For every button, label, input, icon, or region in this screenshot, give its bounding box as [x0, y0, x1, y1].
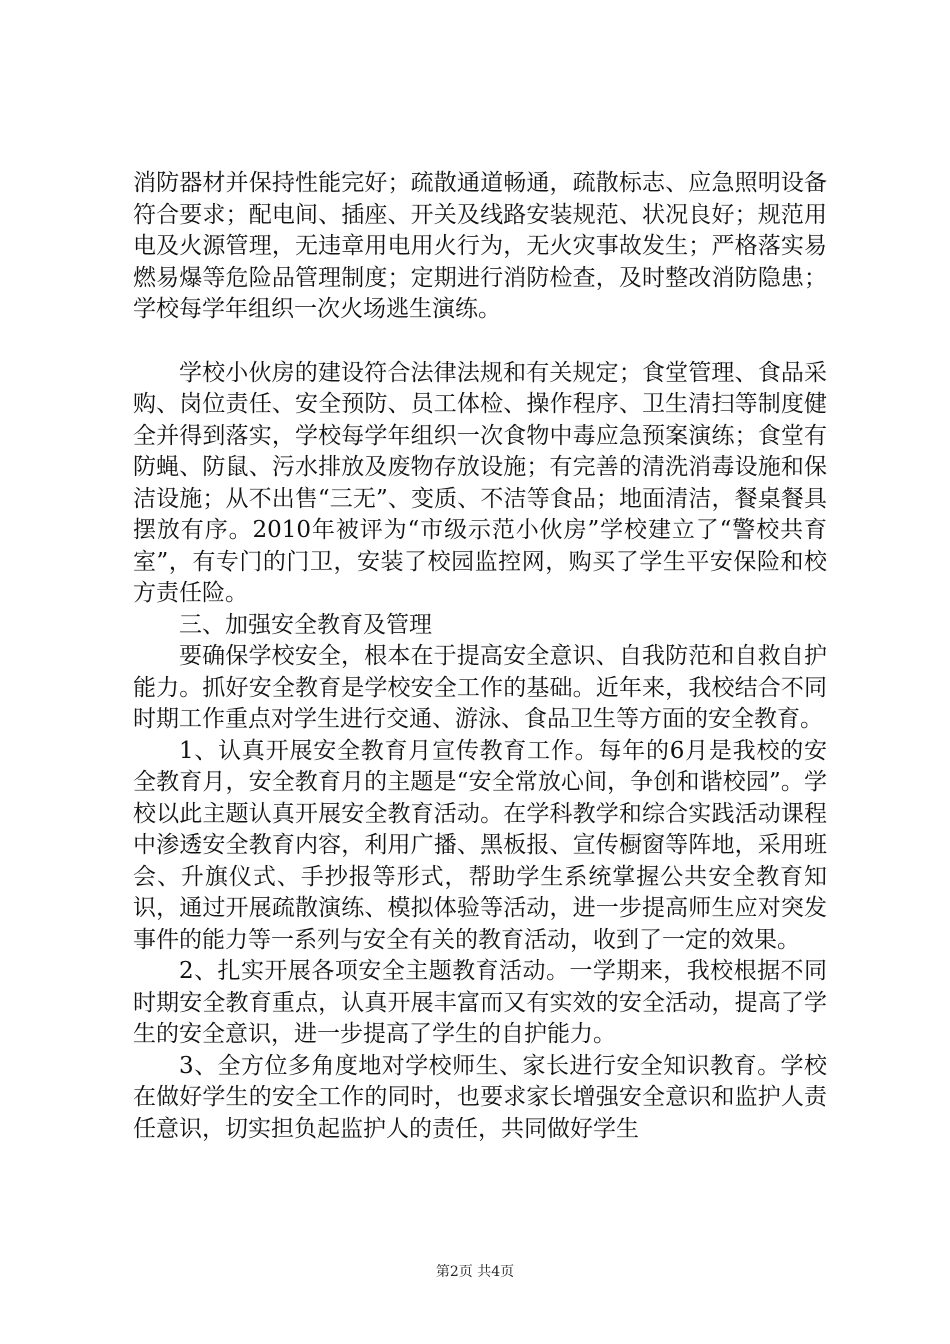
- section-heading-safety-education: 三、加强安全教育及管理: [179, 611, 432, 638]
- paragraph-safety-awareness: 要确保学校安全，根本在于提高安全意识、自我防范和自救自护能力。抓好安全教育是学校安全工作的基础。近年来，我校结合不同时期工作重点对学生进行交通、游泳、食品卫生等方面的安全教育。: [133, 643, 827, 732]
- paragraph-item-3: 3、全方位多角度地对学校师生、家长进行安全知识教育。学校在做好学生的安全工作的同时，也要求家长增强安全意识和监护人责任意识，切实担负起监护人的责任，共同做好学生: [133, 1052, 827, 1142]
- paragraph-item-2: 2、扎实开展各项安全主题教育活动。一学期来，我校根据不同时期安全教育重点，认真开展丰富而又有实效的安全活动，提高了学生的安全意识，进一步提高了学生的自护能力。: [133, 958, 827, 1047]
- document-body: [133, 168, 827, 1145]
- page-number-footer: 第2页 共4页: [435, 1264, 515, 1280]
- paragraph-canteen-safety: 学校小伙房的建设符合法律法规和有关规定；食堂管理、食品采购、岗位责任、安全预防、员工体检、操作程序、卫生清扫等制度健全并得到落实，学校每学年组织一次食物中毒应急预案演练；食堂有防蝇、防鼠、污水排放及废物存放设施；有完善的清洗消毒设施和保洁设施；从不出售“三无”、变质、不洁等食品；地面清洁，餐桌餐具摆放有序。2010年被评为“市级示范小伙房”学校建立了“警校共育室”，有专门的门卫，安装了校园监控网，购买了学生平安保险和校方责任险。: [133, 359, 827, 606]
- paragraph-fire-safety: 消防器材并保持性能完好；疏散通道畅通，疏散标志、应急照明设备符合要求；配电间、插座、开关及线路安装规范、状况良好；规范用电及火源管理，无违章用电用火行为，无火灾事故发生；严格落实易燃易爆等危险品管理制度；定期进行消防检查，及时整改消防隐患；学校每学年组织一次火场逃生演练。: [133, 170, 827, 322]
- paragraph-item-1: 1、认真开展安全教育月宣传教育工作。每年的6月是我校的安全教育月，安全教育月的主题是“安全常放心间，争创和谐校园”。学校以此主题认真开展安全教育活动。在学科教学和综合实践活动课程中渗透安全教育内容，利用广播、黑板报、宣传橱窗等阵地，采用班会、升旗仪式、手抄报等形式，帮助学生系统掌握公共安全教育知识，通过开展疏散演练、模拟体验等活动，进一步提高师生应对突发事件的能力等一系列与安全有关的教育活动，收到了一定的效果。: [133, 737, 827, 953]
